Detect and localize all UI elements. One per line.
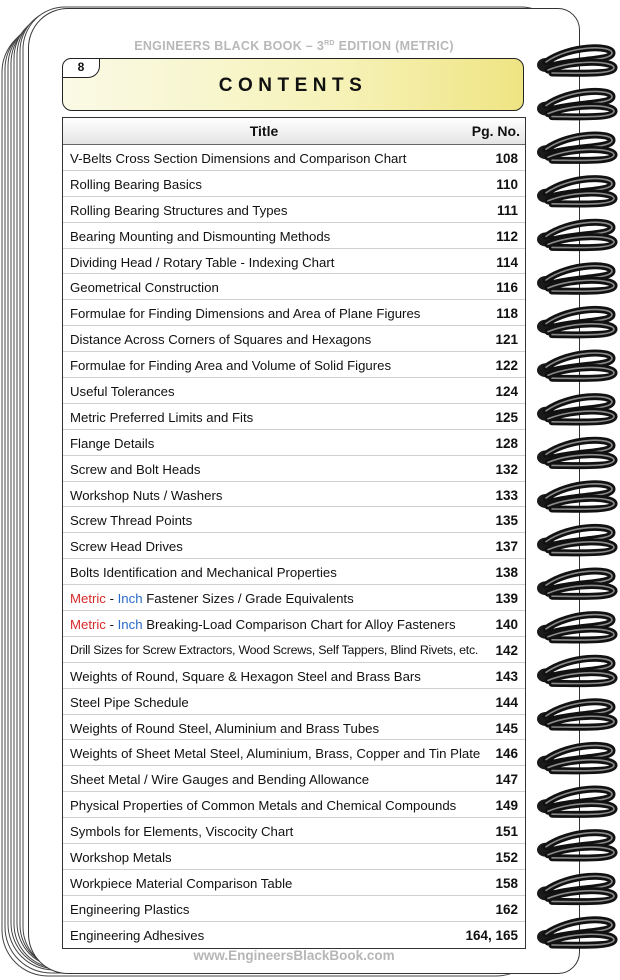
metric-label: Metric — [70, 591, 106, 607]
entry-page-number: 145 — [495, 720, 518, 736]
entry-page-number: 124 — [495, 384, 518, 400]
entry-page-number: 162 — [495, 901, 518, 917]
spiral-coil — [537, 353, 614, 378]
spiral-coil — [537, 920, 614, 945]
entry-title: Dividing Head / Rotary Table - Indexing Chart — [70, 254, 335, 270]
entry-title: Geometrical Construction — [70, 280, 219, 296]
spiral-coil — [537, 789, 614, 814]
entry-title: Weights of Round Steel, Aluminium and Brass Tubes — [70, 720, 380, 736]
entry-page-number: 147 — [495, 772, 518, 788]
page-title: CONTENTS — [218, 75, 368, 96]
page-number-tab: 8 — [62, 58, 100, 78]
entry-title: Symbols for Elements, Viscocity Chart — [70, 824, 294, 840]
entry-title-rest: Fastener Sizes / Grade Equivalents — [142, 591, 354, 607]
entry-title: Weights of Round, Square & Hexagon Steel and Brass Bars — [70, 668, 421, 684]
spiral-coil — [537, 91, 614, 116]
entry-title: Weights of Sheet Metal Steel, Aluminium, Brass, Copper and Tin Plate — [70, 746, 481, 762]
entry-title: Physical Properties of Common Metals and Chemical Compounds — [70, 798, 457, 814]
spiral-coil — [537, 48, 614, 73]
entry-page-number: 146 — [495, 746, 518, 762]
entry-title: Drill Sizes for Screw Extractors, Wood Screws, Self Tappers, Blind Rivets, etc. — [70, 642, 479, 657]
entry-title: Screw Thread Points — [70, 513, 193, 529]
entry-title: Workpiece Material Comparison Table — [70, 875, 293, 891]
book-title-part: EDITION (METRIC) — [334, 39, 454, 53]
spiral-coil — [537, 135, 614, 160]
entry-page-number: 118 — [496, 306, 518, 322]
entry-page-number: 128 — [495, 435, 518, 451]
column-header-page: Pg. No. — [471, 123, 520, 139]
column-header-title: Title — [249, 123, 279, 139]
footer-url: www.EngineersBlackBook.com — [193, 948, 395, 963]
entry-page-number: 158 — [495, 875, 518, 891]
entry-page-number: 132 — [495, 461, 518, 477]
separator: - — [105, 591, 118, 607]
spiral-coil — [537, 658, 614, 683]
spiral-coil — [537, 309, 614, 334]
entry-page-number: 149 — [495, 798, 518, 814]
spiral-coil — [537, 571, 614, 596]
entry-title: V-Belts Cross Section Dimensions and Comparison Chart — [70, 151, 407, 166]
entry-page-number: 142 — [495, 642, 518, 658]
metric-label: Metric — [70, 617, 106, 633]
spiral-coil — [537, 179, 614, 204]
entry-page-number: 108 — [495, 151, 518, 166]
entry-title: Workshop Metals — [70, 850, 172, 866]
entry-page-number: 133 — [495, 487, 518, 503]
entry-title: Bolts Identification and Mechanical Properties — [70, 565, 337, 581]
entry-page-number: 135 — [495, 513, 518, 529]
entry-title-rest: Breaking-Load Comparison Chart for Alloy Fasteners — [142, 617, 456, 633]
entry-page-number: 164, 165 — [465, 927, 518, 943]
book-title-part: ENGINEERS BLACK BOOK – 3 — [134, 39, 325, 53]
entry-page-number: 112 — [496, 228, 518, 244]
entry-page-number: 137 — [495, 539, 518, 555]
entry-page-number: 152 — [495, 850, 518, 866]
entry-title: Metric Preferred Limits and Fits — [70, 409, 254, 425]
entry-page-number: 114 — [496, 254, 518, 270]
entry-page-number: 111 — [496, 202, 518, 218]
inch-label: Inch — [117, 591, 143, 607]
spiral-coil — [537, 745, 614, 770]
entry-title: Rolling Bearing Structures and Types — [70, 202, 288, 218]
entry-title: Engineering Adhesives — [70, 927, 205, 943]
separator: - — [105, 617, 118, 633]
entry-title: Formulae for Finding Area and Volume of Solid Figures — [70, 358, 392, 374]
spiral-coil — [537, 527, 614, 552]
entry-page-number: 138 — [495, 565, 518, 581]
entry-page-number: 139 — [495, 591, 518, 607]
spiral-coil — [537, 484, 614, 509]
entry-title: Workshop Nuts / Washers — [70, 487, 223, 503]
entry-title: Flange Details — [70, 435, 155, 451]
spiral-coil — [537, 222, 614, 247]
entry-title: Engineering Plastics — [70, 901, 190, 917]
entry-title: Formulae for Finding Dimensions and Area of Plane Figures — [70, 306, 421, 322]
entry-page-number: 110 — [496, 176, 518, 192]
entry-page-number: 143 — [495, 668, 518, 684]
entry-page-number: 116 — [496, 280, 518, 296]
spiral-coil — [537, 266, 614, 291]
entry-page-number: 122 — [495, 358, 518, 374]
entry-page-number: 121 — [495, 332, 518, 348]
entry-title: Steel Pipe Schedule — [70, 694, 189, 710]
entry-title: Distance Across Corners of Squares and Hexagons — [70, 332, 372, 348]
entry-title: Bearing Mounting and Dismounting Methods — [70, 228, 331, 244]
spiral-coil — [537, 397, 614, 422]
entry-title: Screw and Bolt Heads — [70, 461, 201, 477]
entry-title: Useful Tolerances — [70, 384, 175, 400]
spiral-coil — [537, 876, 614, 901]
spiral-coil — [537, 615, 614, 640]
entry-title: Sheet Metal / Wire Gauges and Bending Allowance — [70, 772, 370, 788]
entry-page-number: 125 — [495, 409, 518, 425]
spiral-coil — [537, 440, 614, 465]
entry-page-number: 144 — [495, 694, 518, 710]
entry-page-number: 140 — [495, 617, 518, 633]
book-title-sup: RD — [324, 39, 335, 47]
entry-title: Rolling Bearing Basics — [70, 176, 202, 192]
entry-page-number: 151 — [495, 824, 518, 840]
spiral-coil — [537, 702, 614, 727]
entry-title: Screw Head Drives — [70, 539, 183, 555]
inch-label: Inch — [117, 617, 143, 633]
spiral-coil — [537, 833, 614, 858]
